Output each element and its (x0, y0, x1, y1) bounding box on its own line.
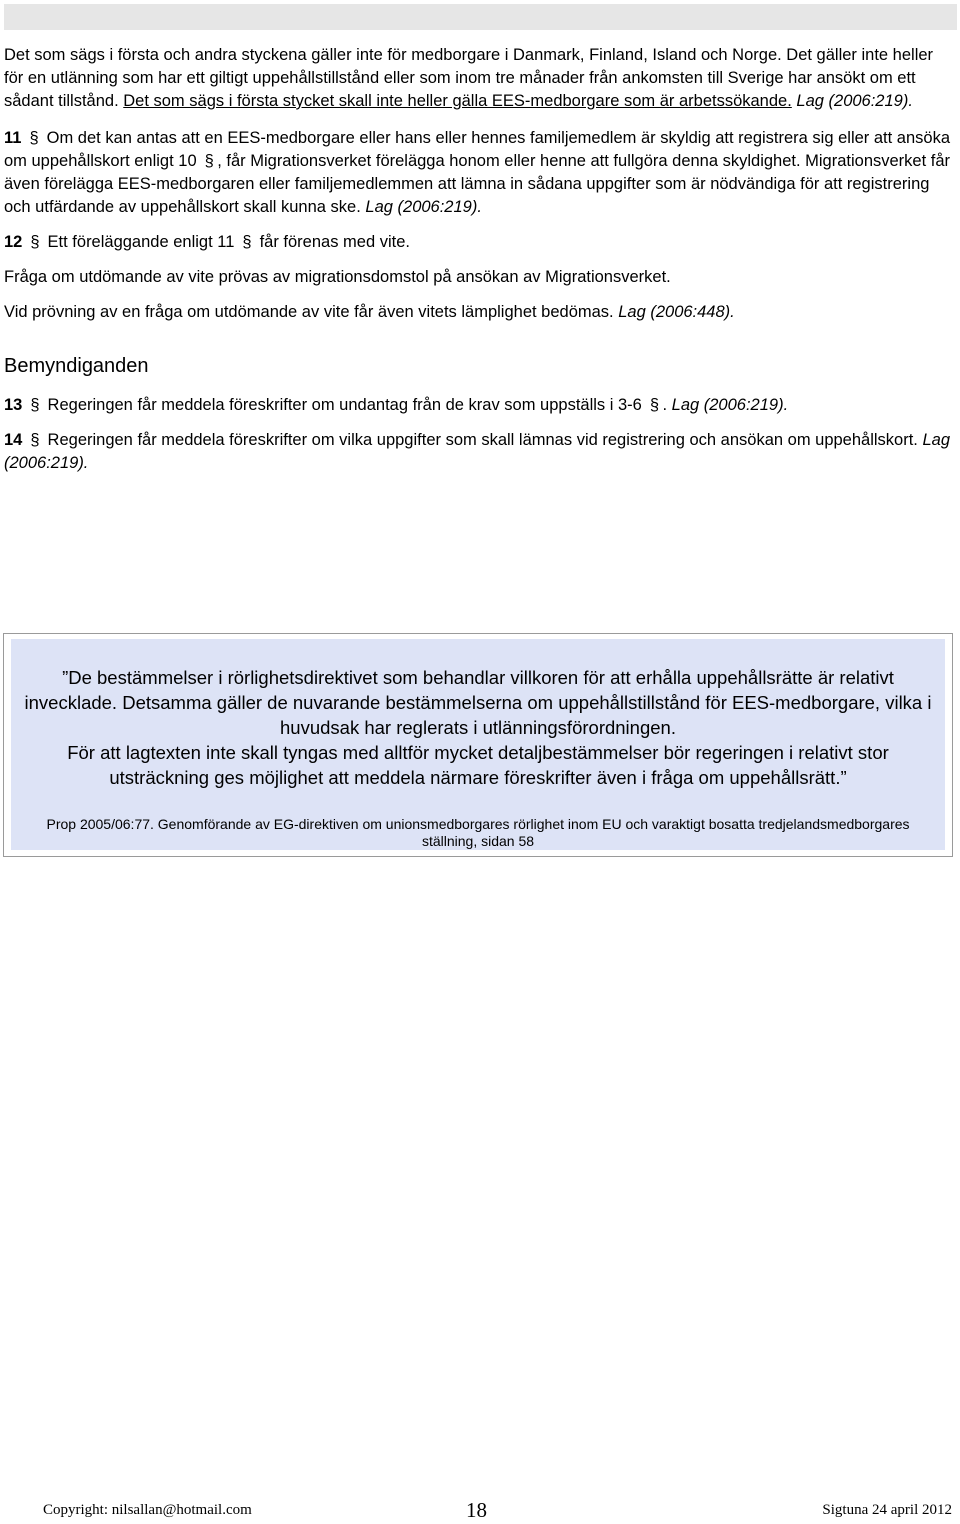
footer-copyright: Copyright: nilsallan@hotmail.com (43, 1502, 252, 1518)
law-reference[interactable]: Lag (2006:448). (618, 303, 735, 321)
paragraph-text: Om det kan antas att en EES-medborgare eller hans eller hennes familjemedlem är skyldig att registrera sig eller att ansöka om uppehållskort enligt 10 (4, 129, 950, 170)
section-heading: Bemyndiganden (4, 355, 149, 377)
paragraph-text: Vid prövning av en fråga om utdömande av vite får även vitets lämplighet bedömas. (4, 303, 614, 321)
quote-source: Prop 2005/06:77. Genomförande av EG-direktiven om unionsmedborgares rörlighet inom EU och varaktigt bosatta tredjelandsmedborgares ställning, sidan 58 (46, 816, 910, 849)
law-reference[interactable]: Lag (2006:219). (365, 198, 482, 216)
paragraph-12-second (4, 266, 954, 289)
paragraph-text: . (662, 396, 668, 414)
paragraph-text: Ett föreläggande enligt 11 (47, 233, 235, 251)
paragraph-13 (4, 394, 954, 417)
section-sign-icon: § (30, 233, 40, 251)
page-footer (0, 1498, 960, 1524)
section-number: 14 (4, 431, 23, 449)
paragraph-10-continued (4, 44, 954, 113)
quote-line: För att lagtexten inte skall tyngas med alltför mycket detaljbestämmelser bör regeringen i relativt stor utsträckning ges möjlighet att meddela närmare föreskrifter även i fråga om uppehållsrätt. (67, 742, 889, 788)
footer-place-date: Sigtuna 24 april 2012 (822, 1502, 952, 1518)
amendment-text: Det som sägs i första stycket skall inte heller gälla EES-medborgare som är arbetssökande. (123, 92, 792, 110)
section-sign-icon: § (242, 233, 252, 251)
close-quote-mark: ” (840, 767, 847, 788)
section-sign-icon: § (30, 431, 40, 449)
paragraph-text: Regeringen får meddela föreskrifter om vilka uppgifter som skall lämnas vid registrering och ansökan om uppehållskort. (47, 431, 918, 449)
law-reference[interactable]: Lag (2006:219). (4, 431, 950, 472)
paragraph-12 (4, 231, 954, 254)
section-number: 11 (4, 129, 22, 147)
section-sign-icon: § (30, 396, 40, 414)
quote-text (19, 665, 937, 790)
paragraph-14 (4, 429, 954, 475)
document-body (4, 44, 954, 487)
section-sign-icon: § (29, 129, 39, 147)
open-quote-mark: ” (62, 667, 69, 688)
law-reference[interactable]: Lag (2006:219). (671, 396, 789, 414)
quote-line: De bestämmelser i rörlighetsdirektivet som behandlar villkoren för att erhålla uppehållsrätte är relativt invecklade. Detsamma gäller de nuvarande bestämmelserna om uppehållstillstånd för EES-medborgare, vilka i huvudsak har reglerats i utlänningsförordningen. (24, 667, 932, 738)
paragraph-text: får förenas med vite. (259, 233, 410, 251)
section-number: 12 (4, 233, 23, 251)
paragraph-text: Det som sägs i första och andra styckena gäller inte för medborgare i Danmark, Finland, Island och Norge. Det gäller inte heller för en utlänning som har ett giltigt uppehållstillstånd eller som inom tre månader från ankomsten till Sverige har ansökt om ett sådant tillstånd. (4, 46, 934, 110)
header-bar (4, 4, 957, 30)
section-number: 13 (4, 396, 23, 414)
paragraph-text: Regeringen får meddela föreskrifter om undantag från de krav som uppställs i 3-6 (47, 396, 642, 414)
paragraph-11 (4, 127, 954, 219)
section-sign-icon: § (204, 152, 214, 170)
law-reference[interactable]: Lag (2006:219). (796, 92, 913, 110)
paragraph-12-third (4, 301, 954, 324)
paragraph-text: , får Migrationsverket förelägga honom eller henne att fullgöra denna skyldighet. Migrationsverket får även förelägga EES-medborgaren eller familjemedlemmen att lämna in sådana uppgifter som är nödvändiga för att registrering och utfärdande av uppehållskort skall kunna ske. (4, 152, 951, 216)
page-number: 18 (466, 1498, 487, 1522)
paragraph-text: Fråga om utdömande av vite prövas av migrationsdomstol på ansökan av Migrationsverket. (4, 268, 671, 286)
quote-panel (11, 639, 945, 850)
section-sign-icon: § (649, 396, 660, 414)
quote-box (3, 633, 953, 857)
